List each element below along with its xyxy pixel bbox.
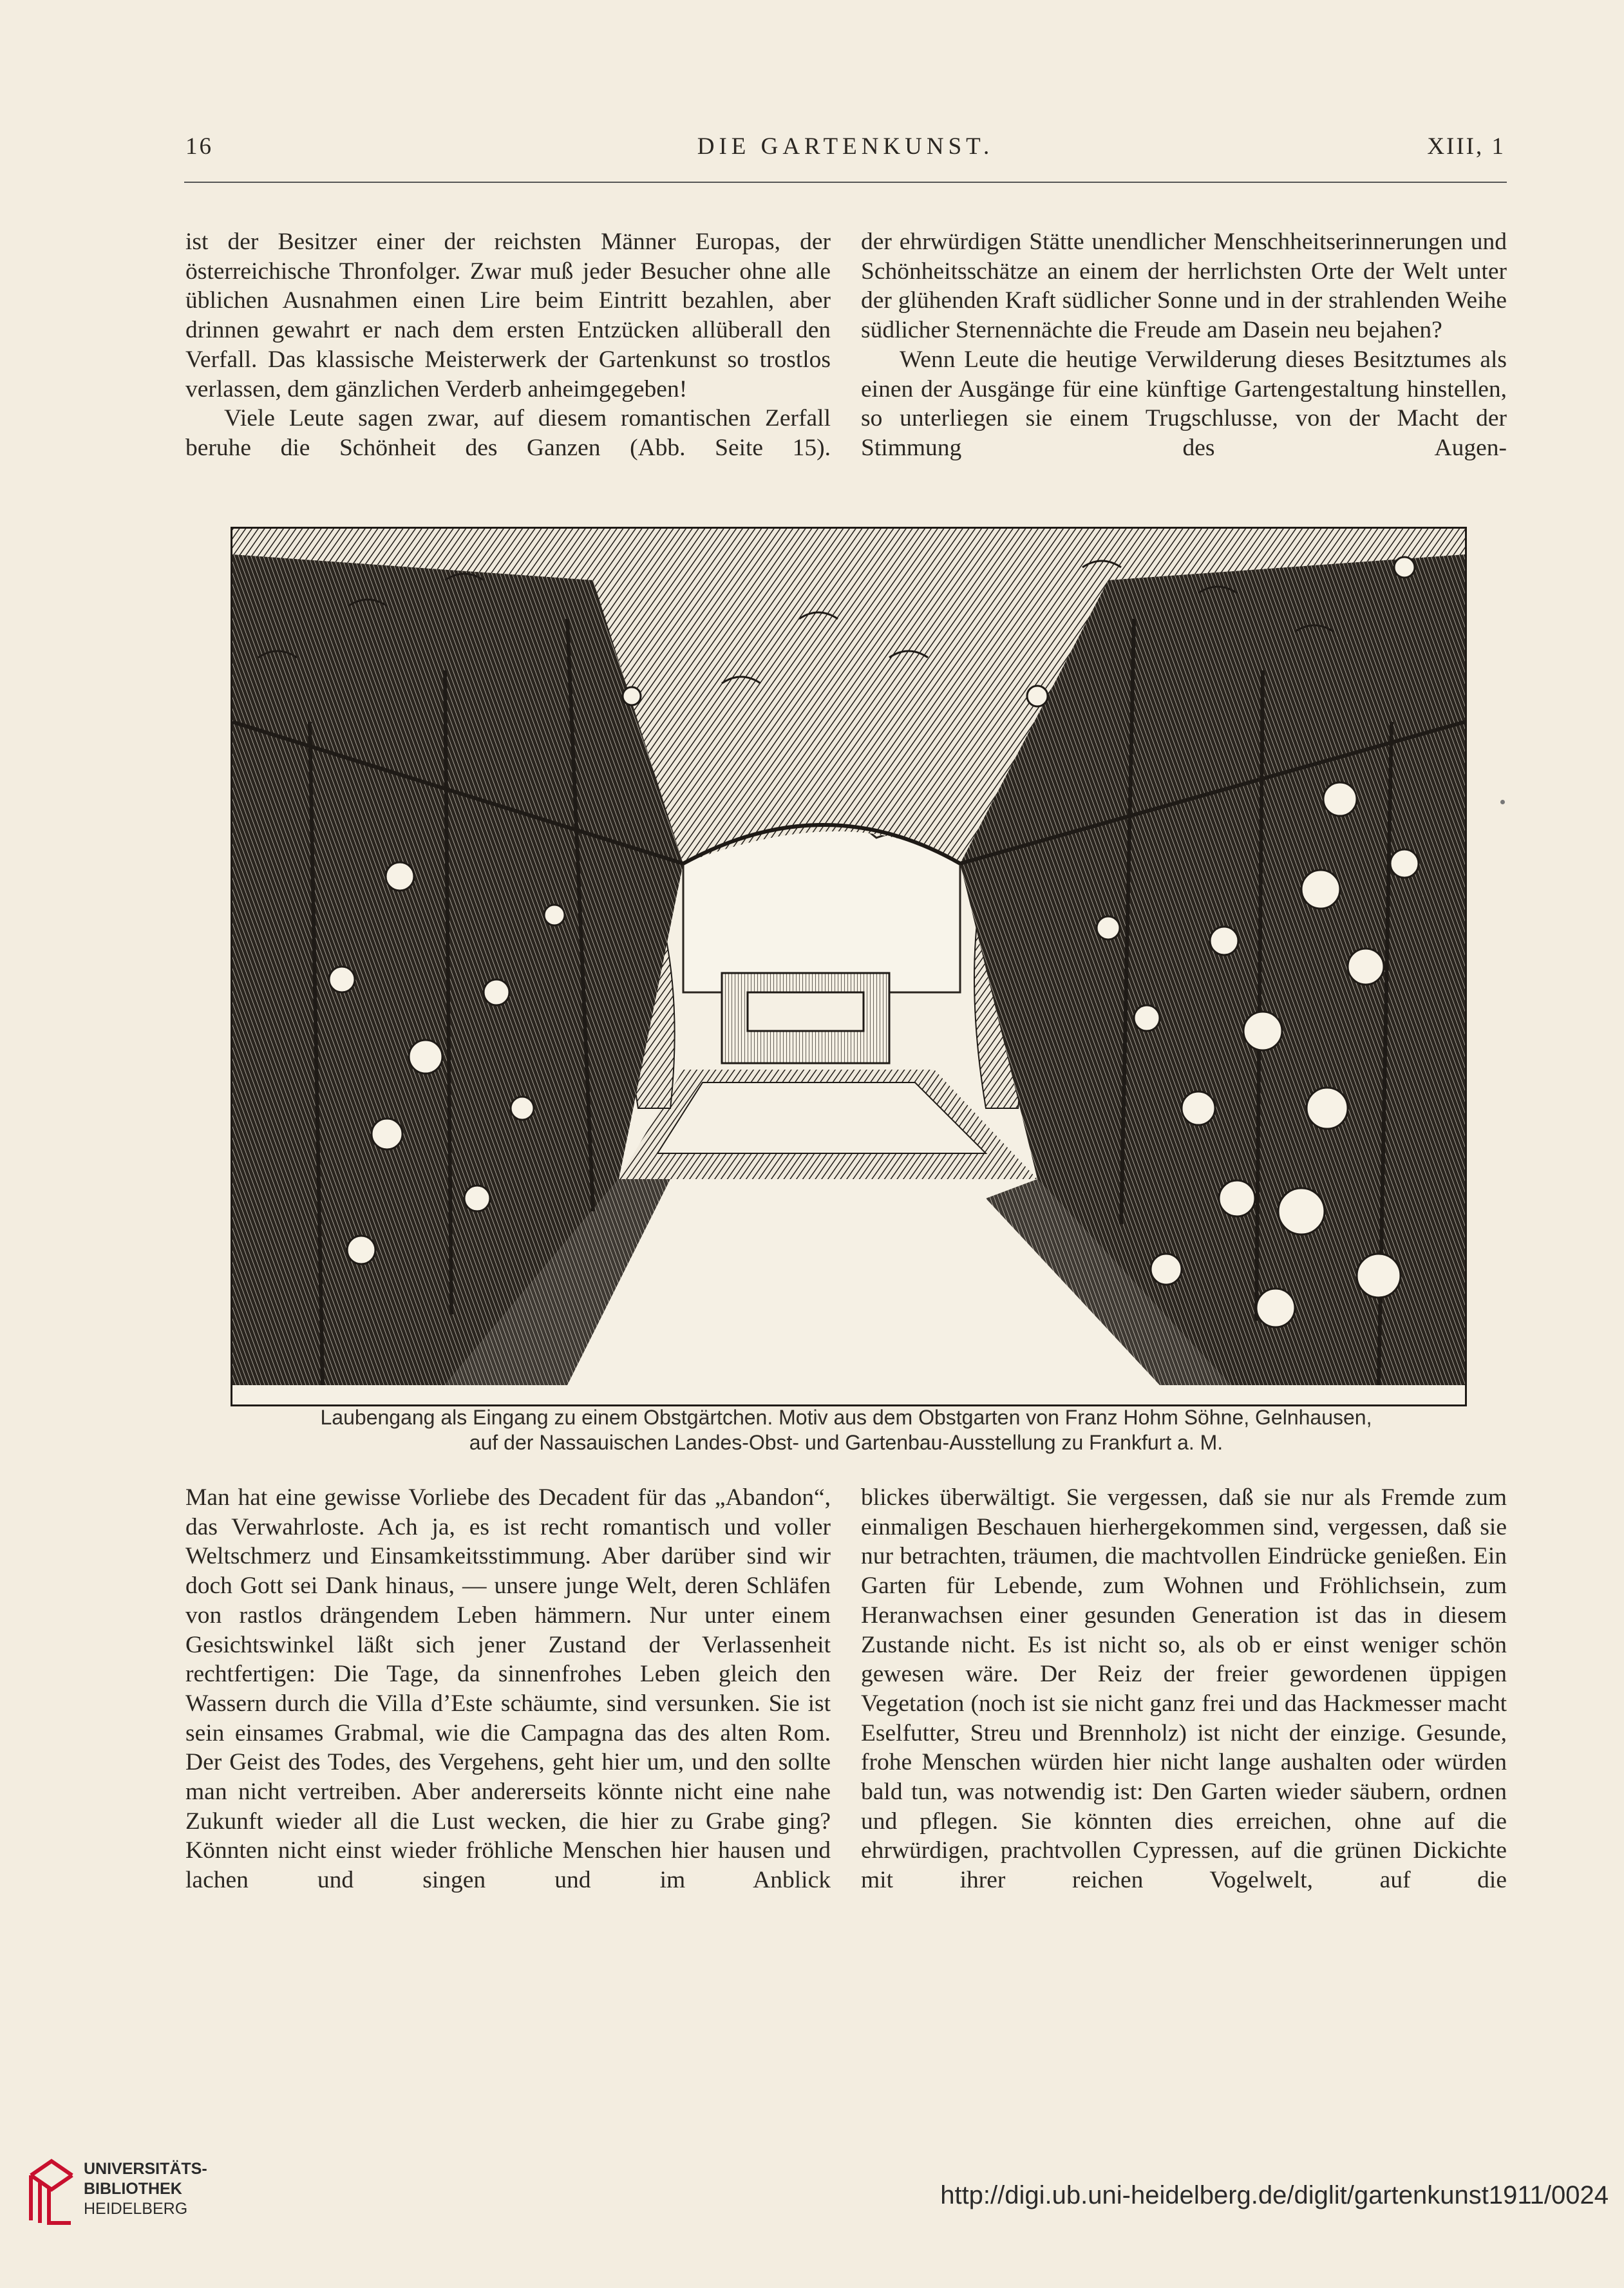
paragraph: Man hat eine gewisse Vorliebe des Decadent für das „Abandon“, das Verwahrloste. Ach ja, es ist recht romantisch und voller Weltschmerz und Einsamkeitsstimmung. Aber darüber sind wir doch Gott sei Dank hinaus, — unsere junge Welt, deren Schläfen von rastlos drängendem Leben hämmern. Nur unter einem Gesichtswinkel läßt sich jener Zustand der Verlassenheit rechtfertigen: Die Tage, da sinnenfrohes Leben gleich den Wassern durch die Villa d’Este schäumte, sind versunken. Sie ist sein einsames Grabmal, wie die Campagna das des alten Rom. Der Geist des Todes, des Vergehens, geht hier um, und den sollte man nicht vertreiben. Aber andererseits könnte nicht eine nahe Zukunft wieder all die Lust wecken, die hier zu Grabe ging? Könnten nicht einst wieder fröhliche Menschen hier hausen und lachen und singen und im Anblick: [185, 1484, 831, 1894]
paragraph: blickes überwältigt. Sie vergessen, daß sie nur als Fremde zum einmaligen Beschauen hierhergekommen sind, vergessen, daß sie nur betrachten, träumen, die machtvollen Eindrücke genießen. Ein Garten für Lebende, zum Wohnen und Fröhlichsein, zum Heranwachsen einer gesunden Generation ist das in diesem Zustande nicht. Es ist nicht so, als ob er einst weniger schön gewesen wäre. Der Reiz der freier gewordenen üppigen Vegetation (noch ist sie nicht ganz frei und das Hackmesser macht Eselfutter, Streu und Brennholz) ist nicht der einzige. Gesunde, frohe Menschen würden hier nicht lange aushalten oder würden bald tun, was notwendig ist: Den Garten wieder säubern, ordnen und pflegen. Sie könnten dies erreichen, ohne auf die ehrwürdigen, prachtvollen Cypressen, auf die grünen Dickichte mit ihrer reichen Vogelwelt, auf die: [861, 1484, 1507, 1894]
caption-line: auf der Nassauischen Landes-Obst- und Gartenbau-Ausstellung zu Frankfurt a. M.: [469, 1431, 1223, 1454]
volume-number: XIII, 1: [1427, 133, 1506, 160]
paragraph: der ehrwürdigen Stätte unendlicher Menschheitserinnerungen und Schönheitsschätze an einem der herrlichsten Orte der Welt unter der glühenden Kraft südlicher Sonne und in der strahlenden Weihe südlicher Sternennächte die Freude am Dasein neu bejahen?: [861, 229, 1507, 344]
library-logo-icon: [26, 2156, 76, 2227]
running-header: [185, 133, 1506, 171]
source-url-link[interactable]: http://digi.ub.uni-heidelberg.de/diglit/gartenkunst1911/0024: [940, 2181, 1609, 2209]
paragraph: Wenn Leute die heutige Verwilderung dieses Besitztumes als einen der Ausgänge für eine künftige Gartengestaltung hinstellen, so unterliegen sie einem Trugschlusse, von der Macht der Stimmung des Augen-: [861, 346, 1507, 461]
page-number: 16: [185, 133, 213, 160]
text-column-bottom-right: [861, 1483, 1507, 1895]
paper-speck: [1500, 800, 1505, 804]
paragraph: ist der Besitzer einer der reichsten Männer Europas, der österreichische Thronfolger. Zwar muß jeder Besucher ohne alle üblichen Ausnahmen einen Lire beim Eintritt bezahlen, aber drinnen gewahrt er nach dem ersten Entzücken allüberall den Verfall. Das klassische Meisterwerk der Gartenkunst so trostlos verlassen, dem gänzlichen Verderb anheimgegeben!: [185, 229, 831, 402]
illustration-arbor: [231, 527, 1467, 1406]
text-column-bottom-left: [185, 1483, 831, 1895]
text-column-top-right: [861, 227, 1507, 463]
paragraph: Viele Leute sagen zwar, auf diesem romantischen Zerfall beruhe die Schönheit des Ganzen (Abb. Seite 15).: [185, 405, 831, 461]
journal-title: DIE GARTENKUNST.: [697, 133, 994, 160]
text-column-top-left: [185, 227, 831, 463]
library-line: HEIDELBERG: [84, 2200, 188, 2218]
library-line: UNIVERSITÄTS-: [84, 2160, 207, 2178]
library-name: [84, 2159, 207, 2219]
library-line: BIBLIOTHEK: [84, 2180, 182, 2198]
caption-line: Laubengang als Eingang zu einem Obstgärtchen. Motiv aus dem Obstgarten von Franz Hohm Söhne, Gelnhausen,: [320, 1406, 1372, 1429]
header-rule: [184, 182, 1507, 183]
figure-caption: [185, 1405, 1507, 1455]
